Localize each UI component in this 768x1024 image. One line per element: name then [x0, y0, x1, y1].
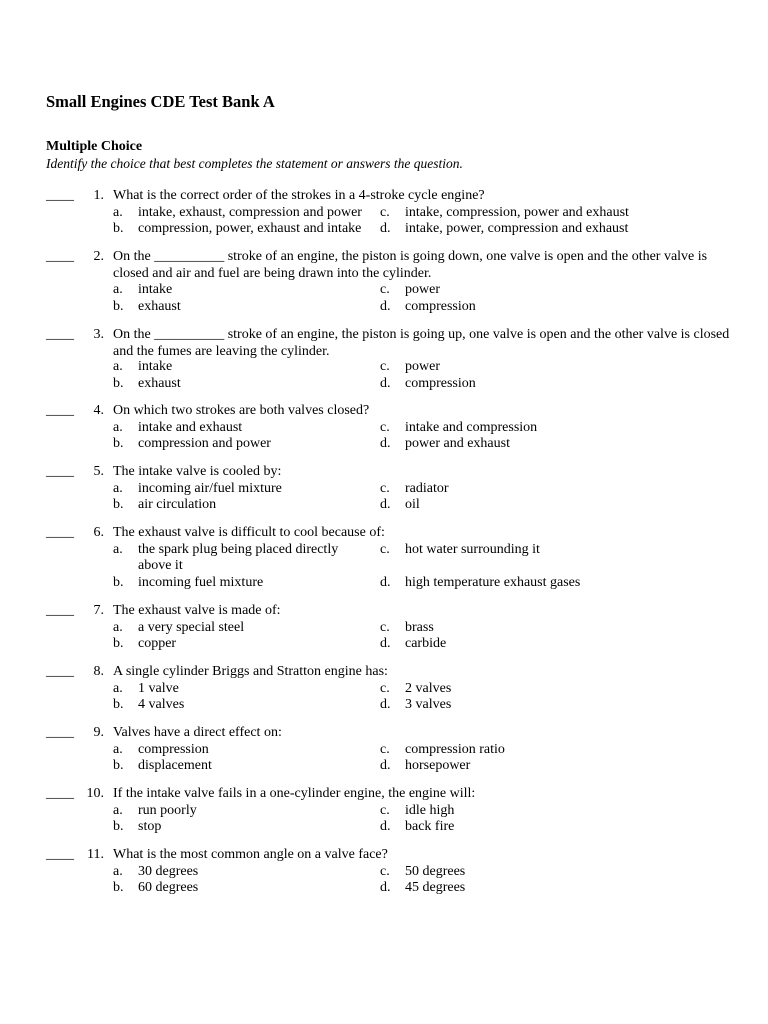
section-heading: Multiple Choice	[46, 139, 143, 154]
choice-letter: a.	[113, 802, 123, 818]
choice-letter: d.	[380, 497, 391, 512]
question-text: Valves have a direct effect on:	[113, 725, 282, 740]
choice-text: exhaust	[138, 298, 181, 314]
choice-letter: d.	[380, 697, 391, 712]
choice-text: back fire	[405, 819, 455, 834]
choice-text: 50 degrees	[405, 863, 466, 879]
choice-letter: a.	[113, 741, 123, 757]
choice-text: oil	[405, 497, 420, 512]
choice-letter: c.	[380, 541, 390, 557]
choice-letter: a.	[113, 619, 123, 635]
choice-letter: d.	[380, 298, 391, 314]
choice-letter: d.	[380, 880, 391, 895]
choice-text: compression	[405, 298, 476, 314]
choice-letter: c.	[380, 419, 390, 435]
choice-letter: b.	[113, 497, 124, 512]
choice-text: compression	[405, 375, 476, 391]
choice-text: horsepower	[405, 758, 471, 773]
choice-text: intake, exhaust, compression and power	[138, 204, 362, 220]
choice-text: incoming fuel mixture	[138, 574, 264, 590]
choice-text: intake and exhaust	[138, 419, 243, 435]
choice-letter: b.	[113, 221, 124, 236]
choice-letter: b.	[113, 697, 124, 712]
choice-text: power	[405, 282, 440, 297]
question-number: 8.	[93, 664, 104, 679]
choice-text: incoming air/fuel mixture	[138, 480, 282, 496]
question-text: The exhaust valve is difficult to cool because of:	[113, 525, 385, 540]
choice-letter: c.	[380, 741, 390, 757]
answer-blank: ____	[46, 847, 74, 862]
question-text: The intake valve is cooled by:	[113, 464, 282, 479]
choice-letter: d.	[380, 636, 391, 651]
choice-letter: d.	[380, 375, 391, 391]
question-number: 7.	[93, 603, 104, 618]
choice-letter: b.	[113, 819, 124, 834]
answer-blank: ____	[46, 403, 74, 418]
choice-text: compression, power, exhaust and intake	[138, 221, 362, 236]
question-text: On which two strokes are both valves closed?	[113, 403, 370, 418]
answer-blank: ____	[46, 249, 74, 264]
choice-text: intake	[138, 282, 173, 297]
question-number: 10.	[86, 786, 104, 801]
choice-text: 45 degrees	[405, 880, 466, 895]
question-text: On the __________ stroke of an engine, the piston is going down, one valve is open and the other valve is closed and air and fuel are being drawn into the cylinder.	[113, 249, 708, 281]
choice-letter: a.	[113, 480, 123, 496]
choice-letter: c.	[380, 863, 390, 879]
choice-text: the spark plug being placed directly above it	[138, 541, 339, 573]
question-number: 6.	[93, 525, 104, 540]
choice-text: 4 valves	[138, 697, 185, 712]
question-number: 4.	[93, 403, 104, 418]
choice-text: power	[405, 359, 440, 374]
choice-text: 1 valve	[138, 680, 179, 696]
choice-letter: c.	[380, 680, 390, 696]
question-text: The exhaust valve is made of:	[113, 603, 281, 618]
choice-text: intake and compression	[405, 419, 538, 435]
choice-letter: a.	[113, 680, 123, 696]
choice-text: 60 degrees	[138, 880, 199, 895]
choice-text: intake, power, compression and exhaust	[405, 221, 629, 236]
choice-text: 30 degrees	[138, 863, 199, 879]
choice-letter: d.	[380, 574, 391, 590]
choice-letter: c.	[380, 204, 390, 220]
choice-text: 3 valves	[405, 697, 452, 712]
choice-text: air circulation	[138, 497, 217, 512]
choice-letter: a.	[113, 204, 123, 220]
question-number: 2.	[93, 249, 104, 264]
choice-text: idle high	[405, 802, 455, 818]
question-text: What is the most common angle on a valve face?	[113, 847, 388, 862]
instructions-text: Identify the choice that best completes the statement or answers the question.	[46, 156, 463, 171]
choice-letter: b.	[113, 375, 124, 391]
choice-letter: b.	[113, 880, 124, 895]
choice-letter: a.	[113, 541, 123, 557]
choice-text: compression and power	[138, 436, 271, 451]
choice-letter: a.	[113, 359, 123, 374]
choice-letter: c.	[380, 480, 390, 496]
answer-blank: ____	[46, 327, 74, 342]
choice-letter: b.	[113, 298, 124, 314]
answer-blank: ____	[46, 188, 74, 203]
choice-text: 2 valves	[405, 680, 452, 696]
choice-letter: b.	[113, 436, 124, 451]
choice-letter: b.	[113, 574, 124, 590]
question-number: 11.	[87, 847, 104, 862]
choice-text: compression	[138, 741, 209, 757]
choice-text: displacement	[138, 758, 212, 773]
answer-blank: ____	[46, 725, 74, 740]
choice-text: a very special steel	[138, 619, 245, 635]
choice-letter: c.	[380, 619, 390, 635]
choice-letter: b.	[113, 636, 124, 651]
choice-letter: d.	[380, 758, 391, 773]
choice-text: carbide	[405, 636, 447, 651]
choice-text: compression ratio	[405, 741, 505, 757]
choice-text: power and exhaust	[405, 436, 510, 451]
choice-letter: a.	[113, 863, 123, 879]
answer-blank: ____	[46, 786, 74, 801]
document-title: Small Engines CDE Test Bank A	[46, 92, 275, 111]
answer-blank: ____	[46, 464, 74, 479]
choice-text: brass	[405, 619, 434, 635]
question-text: If the intake valve fails in a one-cylinder engine, the engine will:	[113, 786, 476, 801]
answer-blank: ____	[46, 525, 74, 540]
choice-text: stop	[138, 819, 162, 834]
answer-blank: ____	[46, 603, 74, 618]
choice-letter: c.	[380, 359, 390, 374]
answer-blank: ____	[46, 664, 74, 679]
question-text: On the __________ stroke of an engine, the piston is going up, one valve is open and the other valve is closed and the fumes are leaving the cylinder.	[113, 327, 730, 359]
choice-letter: d.	[380, 221, 391, 236]
choice-letter: b.	[113, 758, 124, 773]
question-text: What is the correct order of the strokes in a 4-stroke cycle engine?	[113, 188, 485, 203]
choice-text: intake, compression, power and exhaust	[405, 204, 629, 220]
choice-text: high temperature exhaust gases	[405, 574, 581, 590]
choice-letter: a.	[113, 419, 123, 435]
choice-text: copper	[138, 636, 177, 651]
choice-text: hot water surrounding it	[405, 541, 540, 557]
choice-letter: d.	[380, 436, 391, 451]
question-text: A single cylinder Briggs and Stratton engine has:	[113, 664, 388, 679]
choice-letter: c.	[380, 802, 390, 818]
choice-text: run poorly	[138, 802, 197, 818]
choice-text: intake	[138, 359, 173, 374]
question-number: 3.	[93, 327, 104, 342]
choice-letter: a.	[113, 282, 123, 297]
question-number: 1.	[93, 188, 104, 203]
question-number: 9.	[93, 725, 104, 740]
choice-text: radiator	[405, 480, 449, 496]
question-number: 5.	[93, 464, 104, 479]
choice-letter: c.	[380, 282, 390, 297]
choice-text: exhaust	[138, 375, 181, 391]
choice-letter: d.	[380, 819, 391, 834]
